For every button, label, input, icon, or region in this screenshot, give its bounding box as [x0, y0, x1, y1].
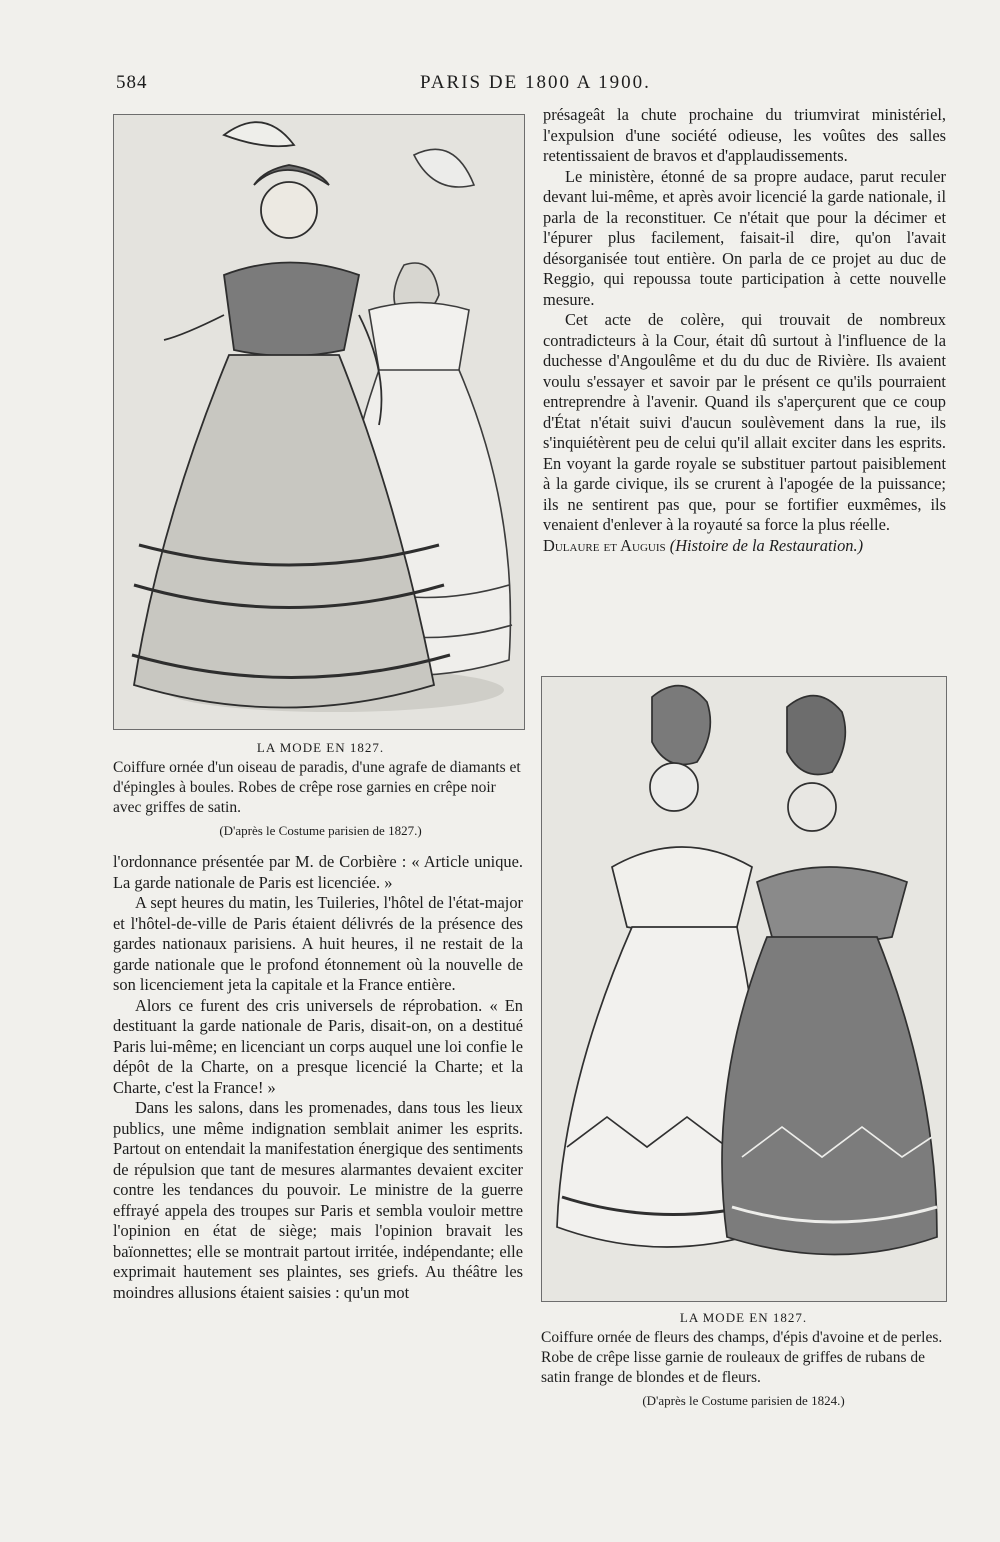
right-column-text [543, 105, 946, 556]
left-paragraph-3: Alors ce furent des cris universels de réprobation. « En destituant la garde nationale de Paris, disait-on, on a destitué Paris lui-même; en licenciant un corps auquel une loi confie le dépôt de la Charte, on a presque licencié la Charte; et la Charte, c'est la France! » [113, 995, 523, 1097]
plate-left-caption-body: Coiffure ornée d'un oiseau de paradis, d'une agrafe de diamants et d'épingles à boules. Robes de crêpe rose garnies en crêpe noir avec griffes de satin. [113, 759, 521, 816]
running-title: PARIS DE 1800 A 1900. [420, 72, 651, 93]
right-paragraph-3: Cet acte de colère, qui trouvait de nombreux contradicteurs à la Cour, était dû surtout à l'influence de la duchesse d'Angoulême et du du duc de Rivière. Ils avaient voulu s'essayer et savoir par le présent ce qu'ils pourraient entreprendre à l'avenir. Quand ils s'aperçurent que ce coup d'État n'était suivi d'aucun soulèvement dans la rue, ils s'inquiétèrent peu de celui qu'il allait exciter dans les esprits. En voyant la garde royale se substituer partout paisiblement à la garde civique, ils se crurent à l'apogée de la puissance; ils ne sentirent pas que, pour se fortifier euxmêmes, ils venaient d'enlever à la royauté sa force la plus réelle. [543, 310, 946, 534]
left-paragraph-1: l'ordonnance présentée par M. de Corbière : « Article unique. La garde nationale de Paris est licenciée. » [113, 852, 523, 892]
fashion-plate-right [541, 676, 947, 1302]
right-paragraph-2: Le ministère, étonné de sa propre audace, parut reculer devant lui-même, et après avoir licencié la garde nationale, il parla de la reconstituer. Ce n'était que pour la décimer et l'épurer plus facilement, faisait-il dire, qu'on l'avait désorganisée tout entière. On parla de ce projet au duc de Reggio, qui repoussa toute participation à cette nouvelle mesure. [543, 166, 946, 309]
right-paragraph-1: présageât la chute prochaine du triumvirat ministériel, l'expulsion d'une société odieuse, les voûtes des salles retentissaient de bravos et d'applaudissements. [543, 105, 946, 165]
fashion-plate-right-illustration [542, 677, 946, 1301]
page-header [0, 72, 1000, 102]
plate-right-caption-body: Coiffure ornée de fleurs des champs, d'épis d'avoine et de perles. Robe de crêpe lisse garnie de rouleaux de griffes de rubans de satin frange de blondes et de fleurs. [541, 1329, 943, 1386]
plate-left-caption [113, 738, 528, 841]
signature [543, 536, 946, 557]
fashion-plate-left-illustration [114, 115, 524, 729]
left-paragraph-4: Dans les salons, dans les promenades, dans tous les lieux publics, une même indignation semblait animer les esprits. Partout on entendait la manifestation énergique des sentiments de répulsion que tant de mesures alarmantes devaient exciter contre les tendances du pouvoir. Le ministre de la guerre effrayé appela des troupes sur Paris et sembla vouloir mettre l'opinion en état de siège; mais l'opinion bravait les baïonnettes; elle se montrait partout irritée, indépendante; elle exprimait hautement ses plaintes, ses griefs. Au théâtre les moindres allusions étaient saisies : qu'un mot [113, 1098, 523, 1302]
left-column-text [113, 852, 523, 1303]
plate-right-caption [541, 1308, 946, 1411]
plate-right-caption-source: (D'après le Costume parisien de 1824.) [642, 1393, 845, 1408]
plate-left-caption-source: (D'après le Costume parisien de 1827.) [219, 823, 422, 838]
plate-left-caption-head: LA MODE EN 1827. [256, 740, 385, 755]
page-number: 584 [116, 72, 148, 93]
signature-work: (Histoire de la Restauration.) [669, 535, 864, 555]
signature-authors: Dulaure et Auguis [543, 535, 666, 555]
plate-right-caption-head: LA MODE EN 1827. [679, 1310, 808, 1325]
fashion-plate-left [113, 114, 525, 730]
left-paragraph-2: A sept heures du matin, les Tuileries, l'hôtel de l'état-major et l'hôtel-de-ville de Paris étaient délivrés de la présence des gardes nationaux parisiens. A huit heures, il ne restait de la garde nationale que le profond étonnement où la nouvelle de son licenciement jeta la capitale et la France entière. [113, 893, 523, 994]
